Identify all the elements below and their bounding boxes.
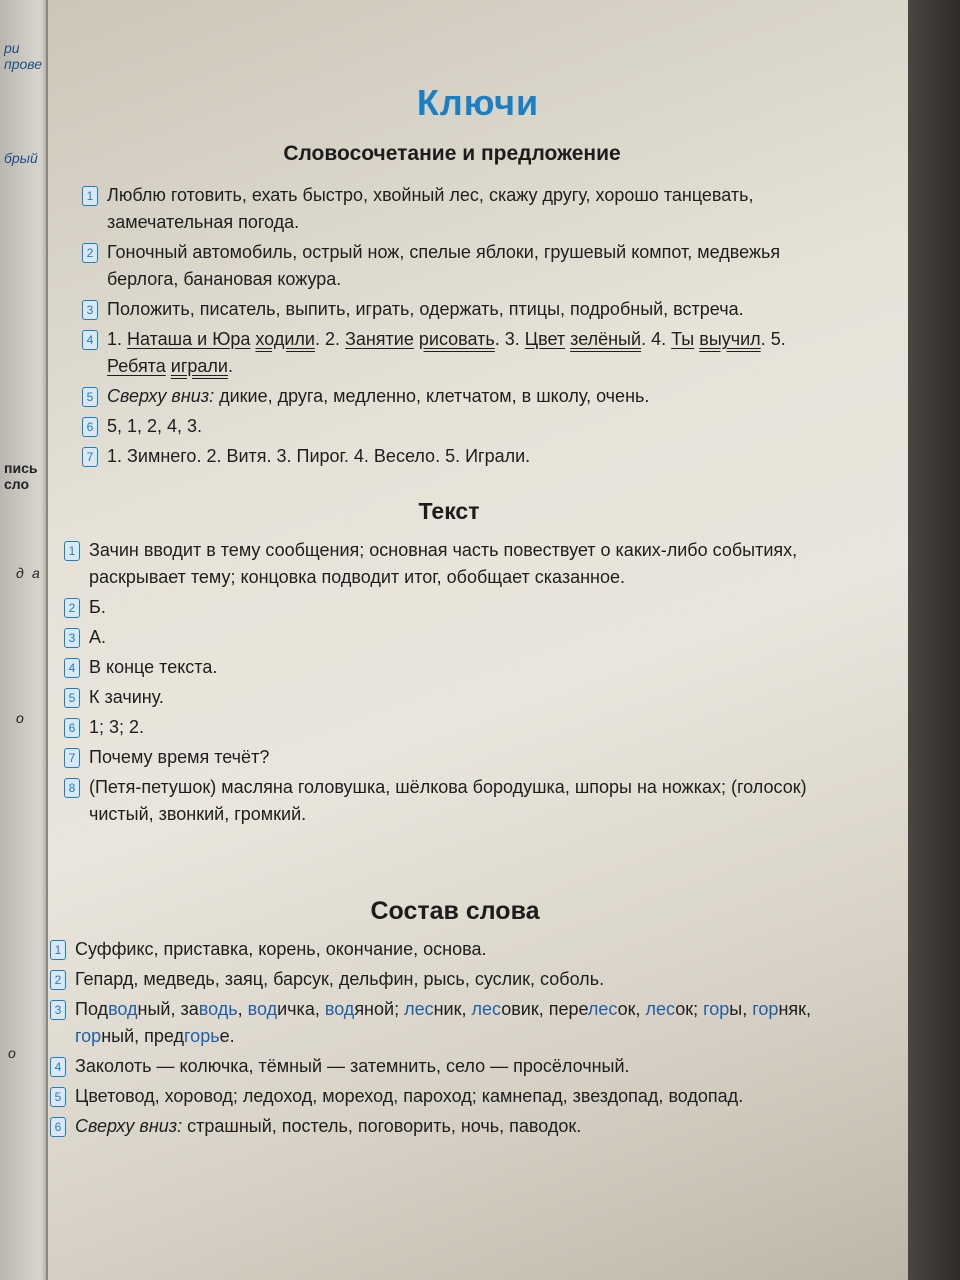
answer-text [89,684,834,711]
answer-item [64,624,834,651]
item-number-badge: 1 [50,940,66,960]
text-segment: Под [75,999,109,1019]
text-segment: Гоночный автомобиль, острый нож, спелые яблоки, грушевый компот, медвежья берлога, банановая кожура. [107,242,781,289]
text-segment: Суффикс, приставка, корень, окончание, основа. [75,939,487,959]
subject-underlined: Наташа и Юра [127,329,251,349]
answer-text [89,654,834,681]
answer-text [75,1053,860,1080]
answer-text [89,594,834,621]
item-number-badge: 3 [64,628,80,648]
section-phrase-and-sentence [82,142,822,473]
section-heading: Текст [418,498,480,524]
text-segment: В конце текста. [89,657,218,677]
text-segment: ный, за [137,999,199,1019]
text-segment: . 3. [494,329,525,349]
instruction-italic: Сверху вниз: [107,386,215,406]
section-text [64,498,834,831]
text-segment: ы, [729,999,753,1019]
text-segment: А. [89,627,107,647]
answer-item [64,714,834,741]
text-segment: ник, [433,999,472,1019]
predicate-underlined: выучил [699,329,761,349]
item-number-badge: 6 [50,1117,66,1137]
text-segment: Положить, писатель, выпить, играть, одержать, птицы, подробный, встреча. [107,299,744,319]
text-segment: е. [219,1026,235,1046]
subject-underlined: Ребята [107,356,166,376]
subject-underlined: Занятие [344,329,414,349]
answer-text [107,182,822,236]
section-word-structure [50,897,860,1143]
text-segment: 1. [107,329,128,349]
subject-underlined: Цвет [524,329,566,349]
answer-item [64,744,834,771]
answer-text [89,714,834,741]
item-number-badge: 3 [82,300,98,320]
answer-item [82,413,822,440]
item-number-badge: 7 [82,447,98,467]
answer-text [75,966,860,993]
word-root-highlight: лес [404,999,434,1019]
subject-underlined: Ты [671,329,695,349]
answer-item [50,996,860,1050]
instruction-italic: Сверху вниз: [75,1116,183,1136]
word-root-highlight: водь [198,999,238,1019]
answer-text [75,936,860,963]
section-heading: Состав слова [370,897,540,925]
answer-text [107,296,822,323]
text-segment: Зачин вводит в тему сообщения; основная часть повествует о каких-либо событиях, раскрывает тему; концовка подводит итог, обобщает сказанное. [89,540,798,587]
answer-text [75,1083,860,1110]
text-segment: 1; 3; 2. [89,717,145,737]
item-number-badge: 6 [82,417,98,437]
answer-item [50,1113,860,1140]
text-segment: . [227,356,233,376]
answer-item [64,594,834,621]
word-root-highlight: гор [75,1026,102,1046]
answer-text [89,537,834,591]
answer-text [89,774,834,828]
answer-text [75,1113,860,1140]
text-segment: ок, [617,999,646,1019]
predicate-underlined: зелёный [570,329,642,349]
answer-item [82,383,822,410]
answer-text [107,239,822,293]
answer-text [89,744,834,771]
answer-item [50,966,860,993]
item-number-badge: 2 [82,243,98,263]
text-segment: К зачину. [89,687,164,707]
word-root-highlight: лес [471,999,502,1019]
word-root-highlight: гор [703,999,730,1019]
item-number-badge: 2 [64,598,80,618]
item-number-badge: 6 [64,718,80,738]
predicate-underlined: рисовать [418,329,495,349]
item-number-badge: 7 [64,748,80,768]
left-page-fragment: брый [4,150,38,166]
left-page-fragment: о [8,1045,16,1061]
word-root-highlight: гор [752,999,779,1019]
answer-key-page [46,0,908,1280]
text-segment: Б. [89,597,106,617]
left-page-fragment: а [32,565,40,581]
text-segment: яной; [354,999,405,1019]
answer-item [50,1053,860,1080]
item-number-badge: 4 [50,1057,66,1077]
text-segment: (Петя-петушок) масляна головушка, шёлкова бородушка, шпоры на ножках; (голосок) чистый, звонкий, громкий. [89,777,807,824]
answer-text [107,383,822,410]
item-number-badge: 3 [50,1000,66,1020]
item-number-badge: 4 [64,658,80,678]
answer-item [64,774,834,828]
answer-item [82,296,822,323]
item-number-badge: 1 [64,541,80,561]
text-segment: Цветовод, хоровод; ледоход, мореход, пароход; камнепад, звездопад, водопад. [75,1086,744,1106]
answer-item [64,537,834,591]
word-root-highlight: вод [247,999,278,1019]
answer-item [50,1083,860,1110]
page-title: Ключи [416,82,540,123]
answer-item [82,182,822,236]
answer-text [107,326,822,380]
text-segment: Люблю готовить, ехать быстро, хвойный лес, скажу другу, хорошо танцевать, замечательная погода. [107,185,754,232]
item-number-badge: 5 [64,688,80,708]
text-segment: . 5. [760,329,786,349]
text-segment: . 2. [314,329,345,349]
text-segment: дикие, друга, медленно, клетчатом, в школу, очень. [214,386,650,406]
answer-item [82,239,822,293]
item-number-badge: 8 [64,778,80,798]
answer-text [89,624,834,651]
text-segment: ичка, [277,999,325,1019]
answer-text [107,443,822,470]
predicate-underlined: играли [170,356,228,376]
answer-text [107,413,822,440]
text-segment: 1. Зимнего. 2. Витя. 3. Пирог. 4. Весело. 5. Играли. [107,446,531,466]
text-segment: 5, 1, 2, 4, 3. [107,416,203,436]
left-page-fragment: д [16,565,24,581]
item-number-badge: 5 [50,1087,66,1107]
text-segment: Заколоть — колючка, тёмный — затемнить, село — просёлочный. [75,1056,630,1076]
left-page-fragment: пись сло [4,460,38,492]
word-root-highlight: вод [108,999,138,1019]
word-root-highlight: горь [184,1026,220,1046]
text-segment: ок; [675,999,704,1019]
left-page-fragment: ри прове [4,40,43,72]
text-segment: . 4. [641,329,672,349]
left-page-fragment: о [16,710,24,726]
word-root-highlight: лес [587,999,618,1019]
answer-item [82,443,822,470]
answer-item [64,654,834,681]
answer-item [50,936,860,963]
item-number-badge: 4 [82,330,98,350]
text-segment: Почему время течёт? [89,747,270,767]
item-number-badge: 5 [82,387,98,407]
text-segment: страшный, постель, поговорить, ночь, паводок. [182,1116,582,1136]
predicate-underlined: ходили [255,329,315,349]
section-heading: Словосочетание и предложение [283,142,621,165]
item-number-badge: 2 [50,970,66,990]
word-root-highlight: вод [324,999,355,1019]
answer-item [64,684,834,711]
text-segment: овик, пере [501,999,588,1019]
text-segment: Гепард, медведь, заяц, барсук, дельфин, рысь, суслик, соболь. [75,969,605,989]
answer-text [75,996,860,1050]
answer-item [82,326,822,380]
item-number-badge: 1 [82,186,98,206]
word-root-highlight: лес [645,999,676,1019]
text-segment: , [237,999,248,1019]
text-segment: ный, пред [101,1026,185,1046]
text-segment: няк, [778,999,812,1019]
